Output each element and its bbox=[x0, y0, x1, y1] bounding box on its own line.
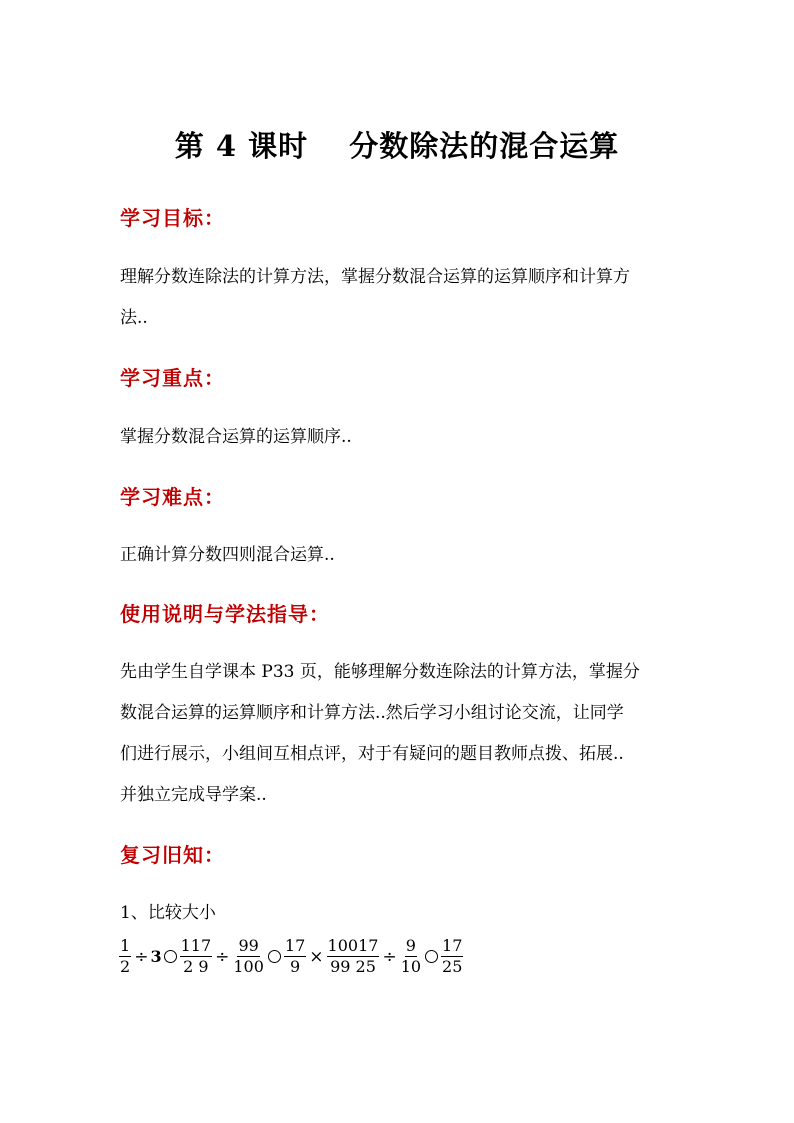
integer: 3 bbox=[150, 947, 162, 966]
keypoint-heading: 学习重点： bbox=[120, 366, 225, 390]
review-question: 1、比较大小 bbox=[120, 903, 216, 923]
divide-sign: ÷ bbox=[382, 946, 397, 967]
fraction: $\frac{1}{2}$ bbox=[120, 936, 131, 976]
divide-sign: ÷ bbox=[134, 946, 149, 967]
guide-heading: 使用说明与学法指导： bbox=[120, 602, 330, 626]
guide-line-1: 先由学生自学课本 P33 页，能够理解分数连除法的计算方法，掌握分 bbox=[120, 662, 640, 682]
fraction: $\frac{10017}{99 25}$ bbox=[327, 936, 379, 976]
guide-line-3: 们进行展示，小组间互相点评，对于有疑问的题目教师点拨、拓展.. bbox=[120, 744, 624, 764]
fraction: $\frac{17}{25}$ bbox=[442, 936, 463, 976]
goals-heading: 学习目标： bbox=[120, 206, 225, 230]
compare-circle-icon[interactable] bbox=[164, 950, 177, 963]
goals-line-2: 法.. bbox=[120, 308, 148, 328]
page-title: 第 4 课时 分数除法的混合运算 bbox=[174, 129, 620, 163]
guide-line-4: 并独立完成导学案.. bbox=[120, 785, 267, 805]
fraction: $\frac{9}{10}$ bbox=[400, 936, 422, 976]
guide-line-2: 数混合运算的运算顺序和计算方法..然后学习小组讨论交流，让同学 bbox=[120, 703, 624, 723]
fraction: $\frac{117}{2 9}$ bbox=[180, 936, 212, 976]
fraction: $\frac{17}{9}$ bbox=[284, 936, 306, 976]
compare-circle-icon[interactable] bbox=[268, 950, 281, 963]
multiply-sign: × bbox=[309, 946, 324, 967]
fraction: $\frac{99}{100}$ bbox=[233, 936, 264, 976]
compare-circle-icon[interactable] bbox=[425, 950, 438, 963]
review-heading: 复习旧知： bbox=[120, 843, 225, 867]
keypoint-line-1: 掌握分数混合运算的运算顺序.. bbox=[120, 427, 352, 447]
difficulty-heading: 学习难点： bbox=[120, 485, 225, 509]
difficulty-line-1: 正确计算分数四则混合运算.. bbox=[120, 545, 335, 565]
divide-sign: ÷ bbox=[215, 946, 230, 967]
comparison-expression bbox=[118, 936, 464, 977]
goals-line-1: 理解分数连除法的计算方法，掌握分数混合运算的运算顺序和计算方 bbox=[120, 267, 630, 287]
